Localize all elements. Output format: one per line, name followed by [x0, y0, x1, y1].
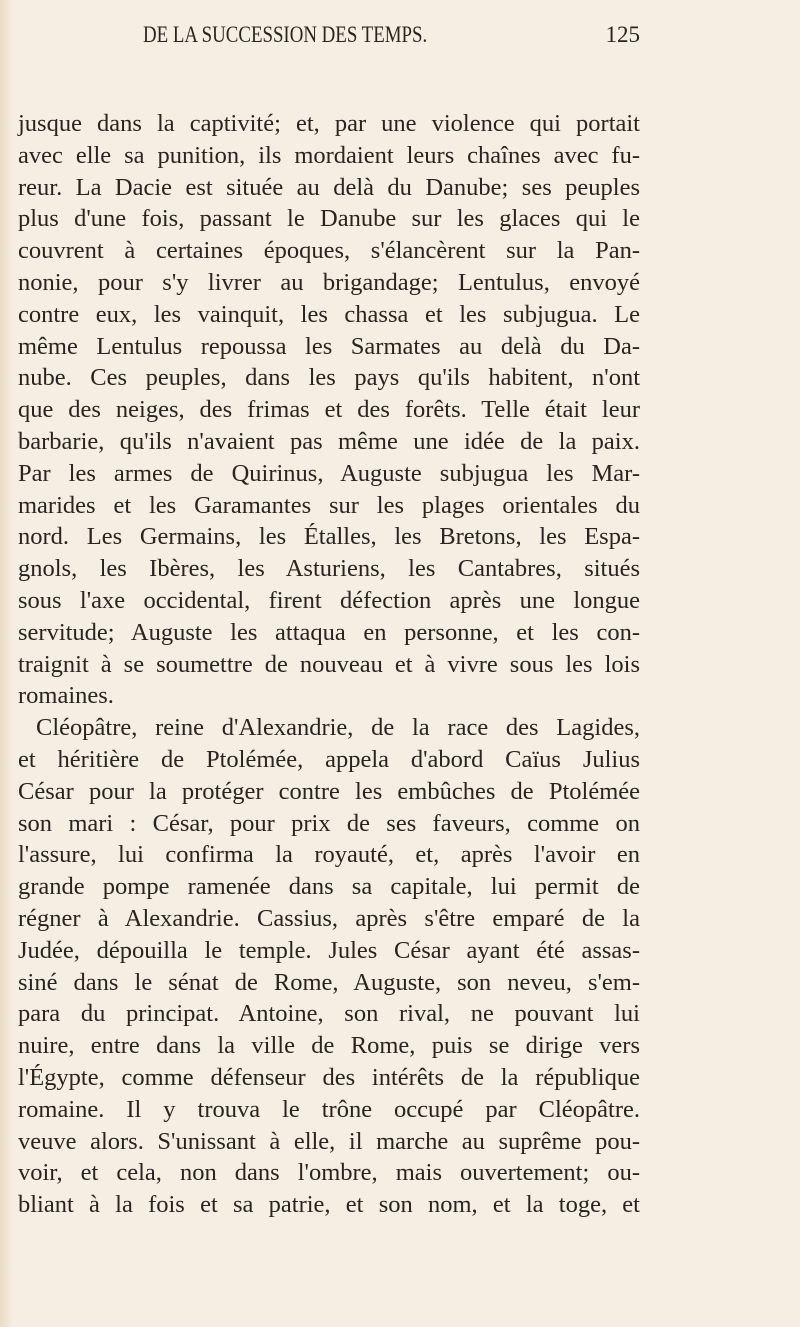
text-line: traignit à se soumettre de nouveau et à vivre sous les lois	[18, 650, 640, 678]
text-line: grande pompe ramenée dans sa capitale, lui permit de	[18, 873, 640, 901]
text-line: l'assure, lui confirma la royauté, et, après l'avoir en	[18, 841, 640, 869]
text-line: servitude; Auguste les attaqua en personne, et les con-	[18, 618, 640, 646]
text-line: son mari : César, pour prix de ses faveurs, comme on	[18, 809, 640, 837]
text-line: para du principat. Antoine, son rival, ne pouvant lui	[18, 1000, 640, 1028]
text-line: Par les armes de Quirinus, Auguste subjugua les Mar-	[18, 459, 640, 487]
text-line: et héritière de Ptolémée, appela d'abord Caïus Julius	[18, 745, 640, 773]
text-line: nord. Les Germains, les Étalles, les Bretons, les Espa-	[18, 523, 640, 551]
text-line: sous l'axe occidental, firent défection après une longue	[18, 586, 640, 614]
body-text	[18, 108, 640, 1221]
text-line: reur. La Dacie est située au delà du Danube; ses peuples	[18, 173, 640, 201]
text-line: que des neiges, des frimas et des forêts. Telle était leur	[18, 396, 640, 424]
page-edge-shadow	[0, 0, 14, 1327]
text-line: barbarie, qu'ils n'avaient pas même une idée de la paix.	[18, 427, 640, 455]
text-line: nonie, pour s'y livrer au brigandage; Lentulus, envoyé	[18, 268, 640, 296]
text-line: Cléopâtre, reine d'Alexandrie, de la race des Lagides,	[36, 714, 640, 742]
text-line: voir, et cela, non dans l'ombre, mais ouvertement; ou-	[18, 1159, 640, 1187]
text-line: régner à Alexandrie. Cassius, après s'être emparé de la	[18, 904, 640, 932]
text-line: l'Égypte, comme défenseur des intérêts de la république	[18, 1063, 640, 1091]
text-line: siné dans le sénat de Rome, Auguste, son neveu, s'em-	[18, 968, 640, 996]
text-line: romaine. Il y trouva le trône occupé par Cléopâtre.	[18, 1095, 640, 1123]
text-line: romaines.	[18, 682, 114, 710]
text-line: César pour la protéger contre les embûches de Ptolémée	[18, 777, 640, 805]
text-line: jusque dans la captivité; et, par une violence qui portait	[18, 110, 640, 137]
text-line: nuire, entre dans la ville de Rome, puis se dirige vers	[18, 1032, 640, 1060]
text-line: marides et les Garamantes sur les plages orientales du	[18, 491, 640, 519]
page-header	[18, 22, 640, 58]
text-line: bliant à la fois et sa patrie, et son nom, et la toge, et	[18, 1191, 640, 1219]
text-line: nube. Ces peuples, dans les pays qu'ils habitent, n'ont	[18, 364, 640, 392]
text-line: couvrent à certaines époques, s'élancèrent sur la Pan-	[18, 237, 640, 265]
text-line: même Lentulus repoussa les Sarmates au delà du Da-	[18, 332, 640, 360]
text-line: plus d'une fois, passant le Danube sur les glaces qui le	[18, 205, 640, 233]
text-line: veuve alors. S'unissant à elle, il marche au suprême pou-	[18, 1127, 640, 1155]
page-number: 125	[605, 22, 640, 47]
text-line: Judée, dépouilla le temple. Jules César ayant été assas-	[18, 936, 640, 964]
text-line: gnols, les Ibères, les Asturiens, les Cantabres, situés	[18, 555, 640, 583]
text-line: contre eux, les vainquit, les chassa et les subjugua. Le	[18, 300, 640, 328]
text-line: avec elle sa punition, ils mordaient leurs chaînes avec fu-	[18, 141, 640, 169]
running-title: DE LA SUCCESSION DES TEMPS.	[143, 22, 428, 47]
